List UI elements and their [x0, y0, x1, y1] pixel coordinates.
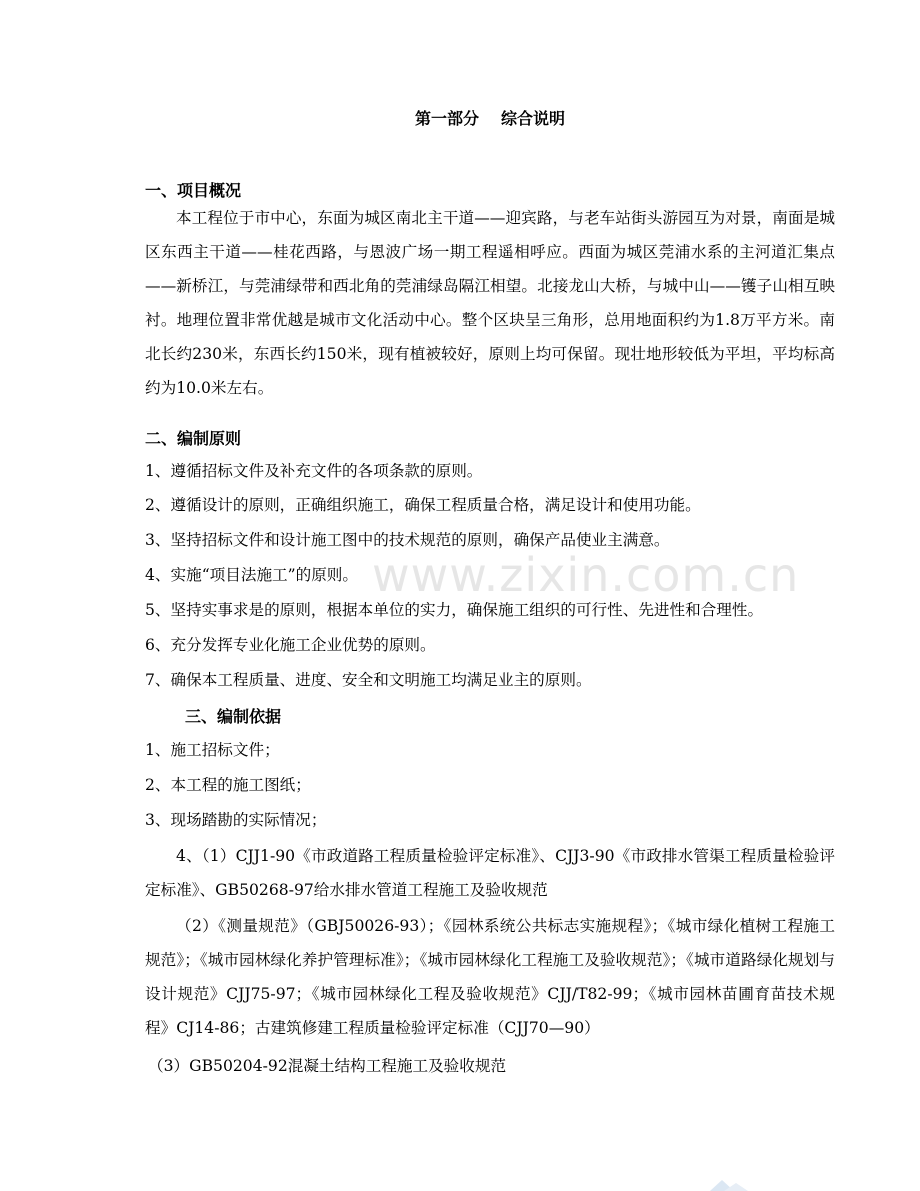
section3-item-2: 2、本工程的施工图纸； — [145, 776, 311, 794]
section2-item-2: 2、遵循设计的原则，正确组织施工，确保工程质量合格，满足设计和使用功能。 — [145, 496, 701, 514]
title-name: 综合说明 — [501, 109, 566, 128]
page-title — [415, 106, 565, 129]
section3-item-3: 3、现场踏勘的实际情况； — [145, 811, 327, 829]
section3-item-4-2: （2）《测量规范》（GBJ50026-93）；《园林系统公共标志实施规程》；《城市绿化植树工程施工规范》；《城市园林绿化养护管理标准》；《城市园林绿化工程施工及验收规范》；《城市道路绿化规划与设计规范》CJJ75-97；《城市园林绿化工程及验收规范》CJJ/T82-99；《城市园林苗圃育苗技术规程》CJ14-86；古建筑修建工程质量检验评定标准（CJJ70—90） — [145, 917, 835, 1037]
section2-item-5: 5、坚持实事求是的原则，根据本单位的实力，确保施工组织的可行性、先进性和合理性。 — [145, 601, 764, 619]
section2-heading: 二、编制原则 — [145, 429, 242, 448]
section2-item-4: 4、实施“项目法施工”的原则。 — [145, 566, 358, 584]
section2-item-1: 1、遵循招标文件及补充文件的各项条款的原则。 — [145, 462, 483, 480]
section1-paragraph: 本工程位于市中心，东面为城区南北主干道——迎宾路，与老车站街头游园互为对景，南面是城区东西主干道——桂花西路，与恩波广场一期工程遥相呼应。西面为城区莞浦水系的主河道汇集点——新桥江，与莞浦绿带和西北角的莞浦绿岛隔江相望。北接龙山大桥，与城中山——镬子山相互映衬。地理位置非常优越是城市文化活动中心。整个区块呈三角形，总用地面积约为1.8万平方米。南北长约230米，东西长约150米，现有植被较好，原则上均可保留。现壮地形较低为平坦，平均标高约为10.0米左右。 — [145, 209, 835, 397]
section2-item-6: 6、充分发挥专业化施工企业优势的原则。 — [145, 636, 436, 654]
section3-item-1: 1、施工招标文件； — [145, 741, 280, 759]
section2-item-3: 3、坚持招标文件和设计施工图中的技术规范的原则，确保产品使业主满意。 — [145, 531, 670, 549]
section3-item-4-3 — [145, 1049, 835, 1083]
section3-item-4-3-text: （3）GB50204-92混凝土结构工程施工及验收规范 — [148, 1057, 507, 1075]
section1-heading: 一、项目概况 — [145, 181, 242, 200]
section3-item-4: 4、（1）CJJ1-90《市政道路工程质量检验评定标准》、CJJ3-90《市政排水管渠工程质量检验评定标准》、GB50268-97给水排水管道工程施工及验收规范 — [145, 847, 835, 899]
watermark: www.zixin.com.cn — [372, 548, 800, 602]
section3-heading: 三、编制依据 — [185, 707, 282, 726]
title-part: 第一部分 — [415, 109, 480, 128]
corner-logo-icon — [700, 1176, 760, 1191]
section2-item-7: 7、确保本工程质量、进度、安全和文明施工均满足业主的原则。 — [145, 671, 592, 689]
